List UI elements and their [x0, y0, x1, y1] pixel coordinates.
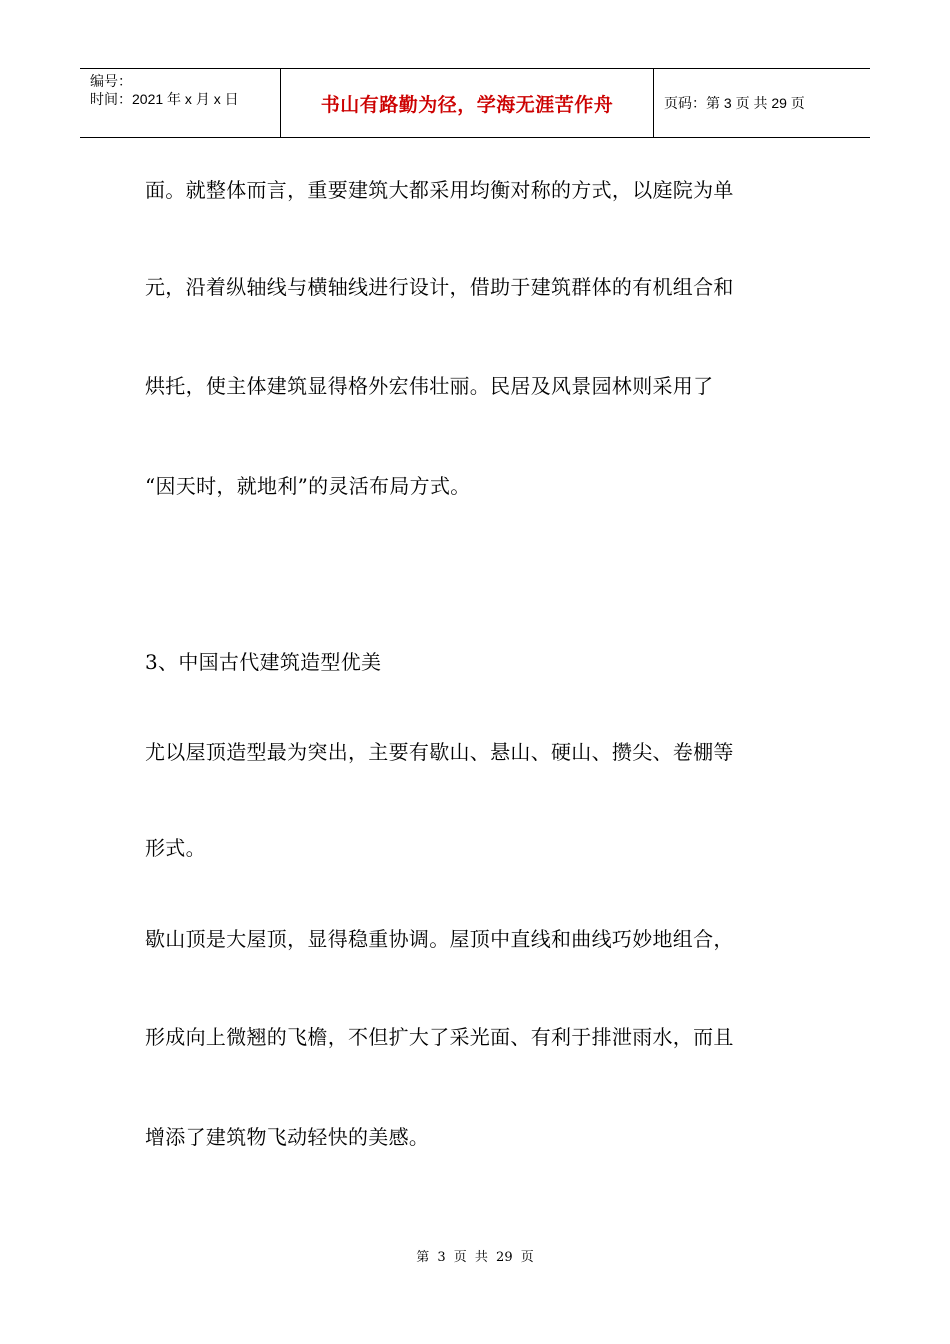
- header-meta-cell: [80, 69, 281, 137]
- document-number-label: 编号：: [90, 73, 132, 89]
- body-line: 面。就整体而言，重要建筑大都采用均衡对称的方式，以庭院为单: [145, 178, 734, 202]
- page-header: [80, 68, 870, 138]
- body-line: 歇山顶是大屋顶，显得稳重协调。屋顶中直线和曲线巧妙地组合，: [145, 927, 734, 951]
- header-page-code: 页码：第 3 页 共 29 页: [664, 95, 805, 111]
- body-line: 尤以屋顶造型最为突出，主要有歇山、悬山、硬山、攒尖、卷棚等: [145, 740, 734, 764]
- document-time-label: 时间：2021 年 x 月 x 日: [90, 91, 239, 107]
- body-line: 元，沿着纵轴线与横轴线进行设计，借助于建筑群体的有机组合和: [145, 275, 734, 299]
- body-line: 形式。: [145, 836, 206, 860]
- body-line: 形成向上微翘的飞檐，不但扩大了采光面、有利于排泄雨水，而且: [145, 1025, 734, 1049]
- body-line: 增添了建筑物飞动轻快的美感。: [145, 1125, 430, 1149]
- section-heading: 3、中国古代建筑造型优美: [145, 650, 382, 674]
- header-motto: 书山有路勤为径，学海无涯苦作舟: [320, 93, 614, 116]
- body-line: 烘托，使主体建筑显得格外宏伟壮丽。民居及风景园林则采用了: [145, 374, 714, 398]
- body-line: “因天时，就地利”的灵活布局方式。: [145, 474, 471, 498]
- header-page-cell: [654, 69, 870, 137]
- page-footer: 第 3 页 共 29 页: [416, 1250, 534, 1265]
- header-motto-cell: [281, 69, 654, 137]
